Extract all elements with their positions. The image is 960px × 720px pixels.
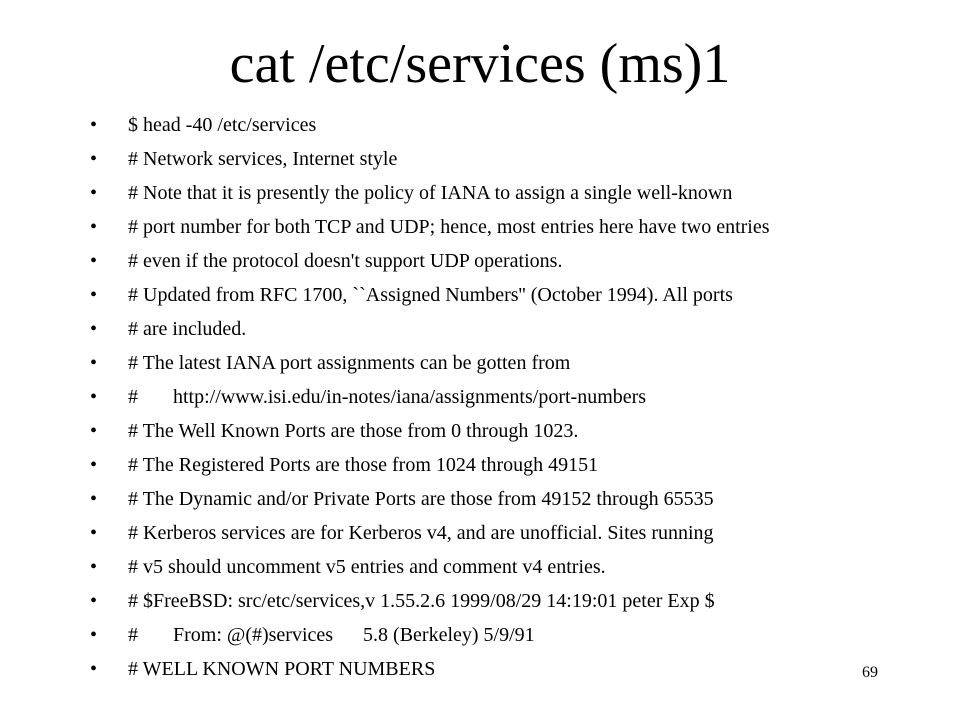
line-text: # even if the protocol doesn't support UDP operations. (128, 250, 563, 272)
line-text: # Updated from RFC 1700, ``Assigned Numbers'' (October 1994). All ports (128, 284, 733, 306)
line-text: # Network services, Internet style (128, 148, 398, 170)
page-number: 69 (862, 664, 878, 681)
list-item (90, 656, 870, 682)
list-item (90, 112, 870, 138)
bullet-icon: • (90, 488, 98, 510)
line-text: # Kerberos services are for Kerberos v4, and are unofficial. Sites running (128, 522, 714, 544)
bullet-icon: • (90, 182, 98, 204)
line-text: # The Registered Ports are those from 1024 through 49151 (128, 454, 599, 476)
list-item (90, 146, 870, 172)
list-item (90, 282, 870, 308)
bullet-icon: • (90, 284, 98, 306)
line-text: # WELL KNOWN PORT NUMBERS (128, 658, 436, 680)
bullet-icon: • (90, 624, 98, 646)
list-item (90, 350, 870, 376)
list-item (90, 214, 870, 240)
line-text: # are included. (128, 318, 247, 340)
line-text: # http://www.isi.edu/in-notes/iana/assignments/port-numbers (128, 386, 647, 408)
line-text: # The Dynamic and/or Private Ports are those from 49152 through 65535 (128, 488, 714, 510)
bullet-list (90, 112, 870, 690)
list-item (90, 452, 870, 478)
line-text: $ head -40 /etc/services (128, 114, 317, 136)
list-item (90, 418, 870, 444)
line-text: # The Well Known Ports are those from 0 through 1023. (128, 420, 579, 442)
bullet-icon: • (90, 454, 98, 476)
list-item (90, 554, 870, 580)
bullet-icon: • (90, 352, 98, 374)
list-item (90, 588, 870, 614)
line-text: # From: @(#)services 5.8 (Berkeley) 5/9/91 (128, 624, 535, 646)
line-text: # port number for both TCP and UDP; hence, most entries here have two entries (128, 216, 770, 238)
line-text: # v5 should uncomment v5 entries and comment v4 entries. (128, 556, 606, 578)
list-item (90, 520, 870, 546)
bullet-icon: • (90, 114, 98, 136)
line-text: # The latest IANA port assignments can be gotten from (128, 352, 571, 374)
bullet-icon: • (90, 590, 98, 612)
bullet-icon: • (90, 318, 98, 340)
bullet-icon: • (90, 216, 98, 238)
bullet-icon: • (90, 386, 98, 408)
line-text: # Note that it is presently the policy of IANA to assign a single well-known (128, 182, 733, 204)
bullet-icon: • (90, 250, 98, 272)
slide-title: cat /etc/services (ms)1 (229, 33, 731, 95)
bullet-icon: • (90, 420, 98, 442)
list-item (90, 316, 870, 342)
bullet-icon: • (90, 522, 98, 544)
list-item (90, 486, 870, 512)
list-item (90, 180, 870, 206)
line-text: # $FreeBSD: src/etc/services,v 1.55.2.6 1999/08/29 14:19:01 peter Exp $ (128, 590, 715, 612)
bullet-icon: • (90, 148, 98, 170)
list-item (90, 248, 870, 274)
bullet-icon: • (90, 556, 98, 578)
list-item (90, 384, 870, 410)
bullet-icon: • (90, 658, 98, 680)
list-item (90, 622, 870, 648)
